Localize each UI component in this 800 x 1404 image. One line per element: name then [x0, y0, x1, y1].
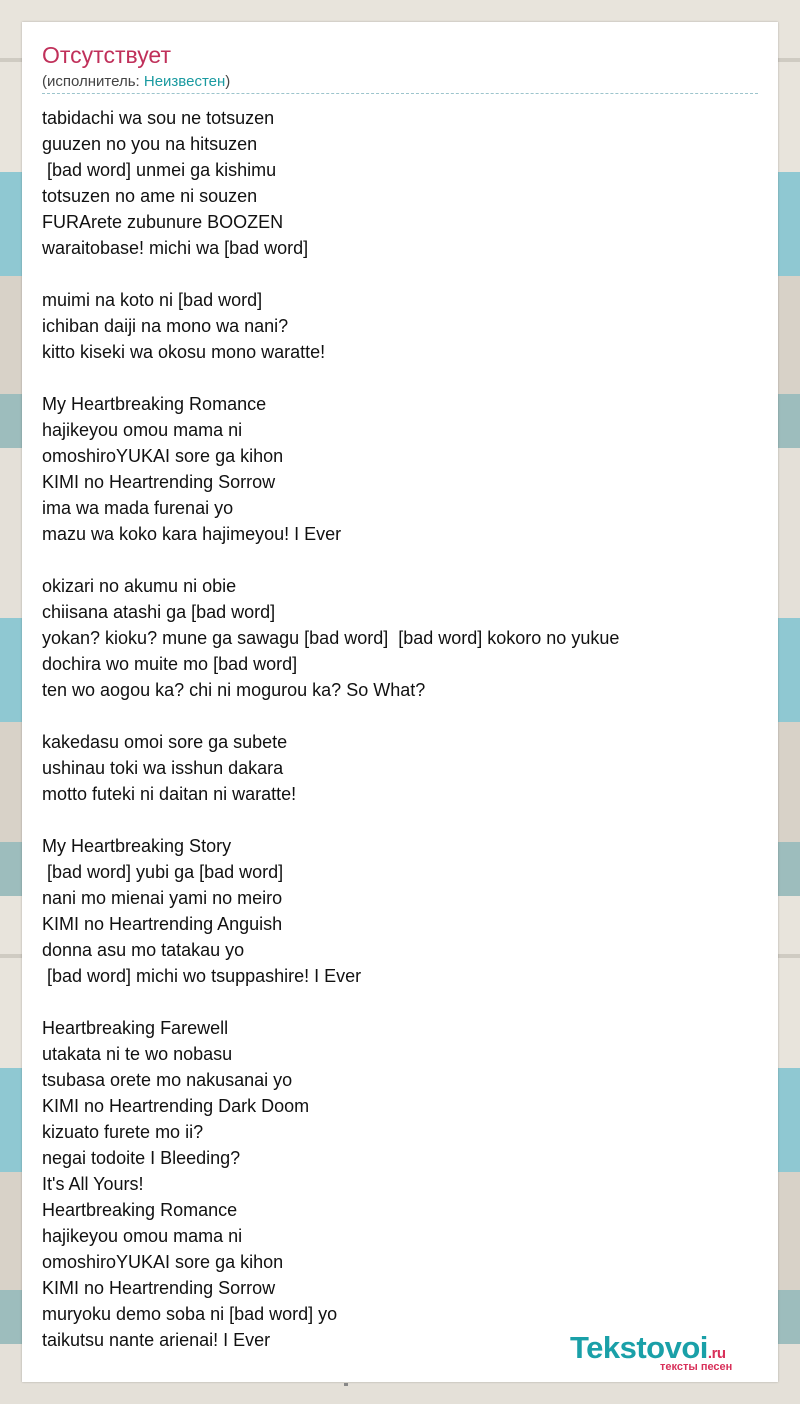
- lyric-line: mazu wa koko kara hajimeyou! I Ever: [42, 524, 342, 544]
- lyric-line: KIMI no Heartrending Sorrow: [42, 472, 276, 492]
- lyric-line: [42, 261, 762, 287]
- lyric-line: My Heartbreaking Story: [42, 836, 232, 856]
- lyric-line: tabidachi wa sou ne totsuzen: [42, 108, 275, 128]
- bottom-marker: [344, 1383, 348, 1386]
- lyric-line: guuzen no you na hitsuzen: [42, 134, 258, 154]
- lyric-line: [bad word] yubi ga [bad word]: [42, 862, 284, 882]
- lyric-line: yokan? kioku? mune ga sawagu [bad word] [bad word] kokoro no yukue: [42, 628, 620, 648]
- lyric-line: kakedasu omoi sore ga subete: [42, 732, 288, 752]
- lyric-line: [bad word] unmei ga kishimu: [42, 160, 277, 180]
- lyric-line: KIMI no Heartrending Sorrow: [42, 1278, 276, 1298]
- lyrics-text: [42, 105, 762, 1353]
- lyric-line: negai todoite I Bleeding?: [42, 1148, 241, 1168]
- lyric-line: [bad word] michi wo tsuppashire! I Ever: [42, 966, 362, 986]
- lyric-line: motto futeki ni daitan ni waratte!: [42, 784, 297, 804]
- lyric-line: ima wa mada furenai yo: [42, 498, 234, 518]
- lyric-line: muryoku demo soba ni [bad word] yo: [42, 1304, 338, 1324]
- lyric-line: kitto kiseki wa okosu mono waratte!: [42, 342, 326, 362]
- lyric-line: Heartbreaking Farewell: [42, 1018, 229, 1038]
- lyric-line: omoshiroYUKAI sore ga kihon: [42, 446, 284, 466]
- lyric-line: ichiban daiji na mono wa nani?: [42, 316, 289, 336]
- lyric-line: nani mo mienai yami no meiro: [42, 888, 283, 908]
- lyric-line: [42, 989, 762, 1015]
- logo-subtitle: тексты песен: [660, 1361, 733, 1373]
- song-title: Отсутствует: [42, 42, 171, 68]
- lyric-line: dochira wo muite mo [bad word]: [42, 654, 298, 674]
- lyric-line: It's All Yours!: [42, 1174, 144, 1194]
- lyric-line: waraitobase! michi wa [bad word]: [42, 238, 309, 258]
- lyric-line: omoshiroYUKAI sore ga kihon: [42, 1252, 284, 1272]
- lyric-line: [42, 365, 762, 391]
- lyric-line: tsubasa orete mo nakusanai yo: [42, 1070, 293, 1090]
- lyric-line: [42, 547, 762, 573]
- artist-line: [42, 73, 230, 90]
- lyric-line: FURArete zubunure BOOZEN: [42, 212, 284, 232]
- lyric-line: KIMI no Heartrending Anguish: [42, 914, 283, 934]
- lyric-line: okizari no akumu ni obie: [42, 576, 237, 596]
- lyric-line: hajikeyou omou mama ni: [42, 420, 243, 440]
- logo-tld: .ru: [707, 1345, 726, 1362]
- lyric-line: kizuato furete mo ii?: [42, 1122, 204, 1142]
- site-logo[interactable]: [570, 1332, 770, 1374]
- lyric-line: ushinau toki wa isshun dakara: [42, 758, 284, 778]
- lyric-line: My Heartbreaking Romance: [42, 394, 267, 414]
- logo-main-text: Tekstovoi: [570, 1330, 708, 1365]
- artist-suffix: ): [225, 73, 231, 90]
- lyric-line: taikutsu nante arienai! I Ever: [42, 1330, 271, 1350]
- lyric-line: ten wo aogou ka? chi ni mogurou ka? So What?: [42, 680, 426, 700]
- title-divider: [42, 93, 758, 94]
- lyric-line: Heartbreaking Romance: [42, 1200, 238, 1220]
- lyric-line: KIMI no Heartrending Dark Doom: [42, 1096, 310, 1116]
- lyric-line: chiisana atashi ga [bad word]: [42, 602, 276, 622]
- lyric-line: muimi na koto ni [bad word]: [42, 290, 263, 310]
- artist-link[interactable]: Неизвестен: [143, 73, 226, 90]
- lyric-line: utakata ni te wo nobasu: [42, 1044, 233, 1064]
- lyric-line: totsuzen no ame ni souzen: [42, 186, 258, 206]
- lyric-line: [42, 807, 762, 833]
- lyric-line: hajikeyou omou mama ni: [42, 1226, 243, 1246]
- artist-prefix: (исполнитель:: [42, 73, 144, 90]
- lyric-line: donna asu mo tatakau yo: [42, 940, 245, 960]
- lyrics-card: [22, 22, 778, 1382]
- lyric-line: [42, 703, 762, 729]
